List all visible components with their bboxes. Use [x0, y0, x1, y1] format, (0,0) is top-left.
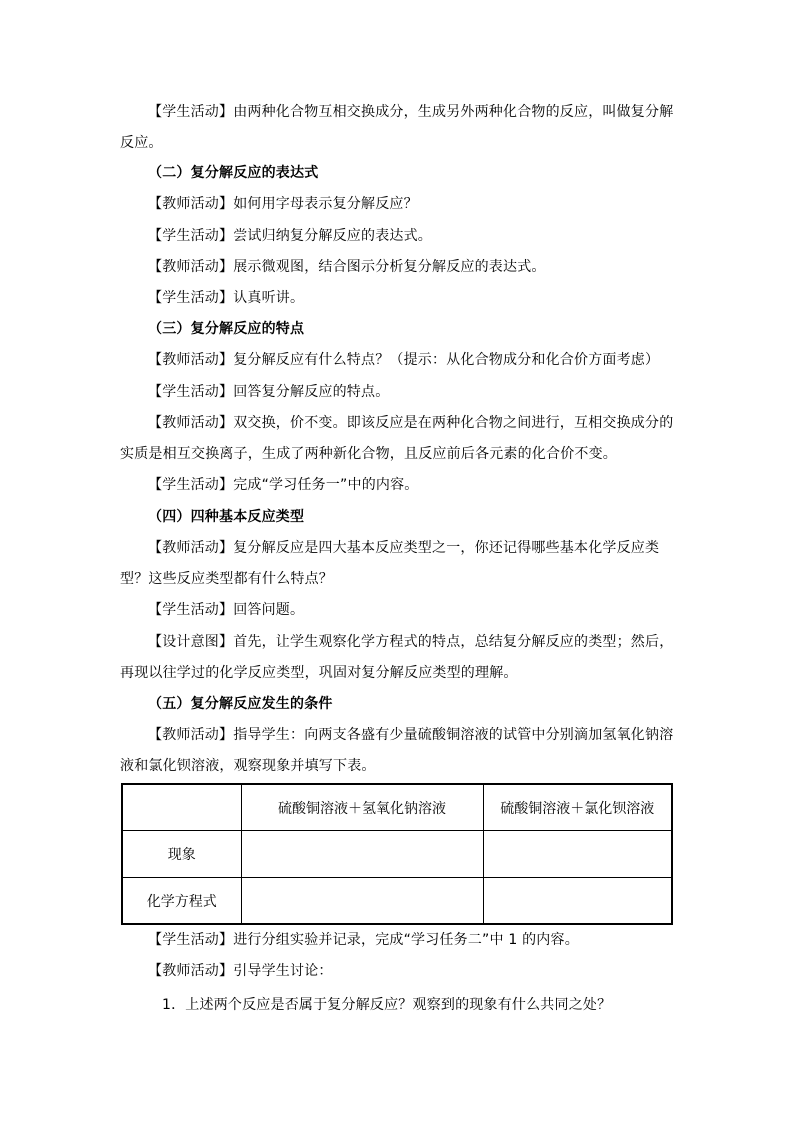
section-heading-expression: （二）复分解反应的表达式	[148, 165, 319, 181]
teacher-activity-experiment: 【教师活动】指导学生：向两支各盛有少量硫酸铜溶液的试管中分别滴加氢氧化钠溶液和氯化钡溶液，观察现象并填写下表。	[120, 727, 674, 774]
student-activity-definition: 【学生活动】由两种化合物互相交换成分，生成另外两种化合物的反应，叫做复分解反应。	[120, 104, 674, 151]
table-cell	[483, 831, 672, 878]
student-activity-group-experiment: 【学生活动】进行分组实验并记录，完成“学习任务二”中 1 的内容。	[148, 932, 579, 948]
table-row-label: 化学方程式	[122, 878, 241, 925]
teacher-activity-double-exchange: 【教师活动】双交换，价不变。即该反应是在两种化合物之间进行，互相交换成分的实质是相互交换离子，生成了两种新化合物，且反应前后各元素的化合价不变。	[120, 415, 674, 462]
table-row-label: 现象	[122, 831, 241, 878]
teacher-activity-discussion: 【教师活动】引导学生讨论：	[148, 963, 333, 979]
student-activity: 【学生活动】回答问题。	[148, 602, 305, 618]
observation-table	[121, 783, 673, 925]
teacher-activity: 【教师活动】展示微观图，结合图示分析复分解反应的表达式。	[148, 259, 546, 275]
section-heading-features: （三）复分解反应的特点	[148, 321, 305, 337]
table-row	[122, 831, 672, 878]
student-activity: 【学生活动】认真听讲。	[148, 290, 305, 306]
design-intent: 【设计意图】首先，让学生观察化学方程式的特点，总结复分解反应的类型；然后，再现以往学过的化学反应类型，巩固对复分解反应类型的理解。	[120, 634, 674, 681]
teacher-activity: 【教师活动】复分解反应有什么特点？（提示：从化合物成分和化合价方面考虑）	[148, 352, 660, 368]
table-row	[122, 878, 672, 925]
table-cell	[241, 831, 483, 878]
student-activity: 【学生活动】尝试归纳复分解反应的表达式。	[148, 228, 432, 244]
table-header-row	[122, 784, 672, 831]
table-cell	[241, 878, 483, 925]
table-header-cell	[122, 784, 241, 831]
section-heading-four-types: （四）四种基本反应类型	[148, 509, 305, 525]
discussion-question-1: 1．上述两个反应是否属于复分解反应？观察到的现象有什么共同之处？	[162, 997, 612, 1013]
table-cell	[483, 878, 672, 925]
student-activity: 【学生活动】完成“学习任务一”中的内容。	[148, 477, 419, 493]
student-activity: 【学生活动】回答复分解反应的特点。	[148, 384, 390, 400]
table-header-cell: 硫酸铜溶液＋氯化钡溶液	[483, 784, 672, 831]
teacher-activity-question: 【教师活动】复分解反应是四大基本反应类型之一，你还记得哪些基本化学反应类型？这些反应类型都有什么特点？	[120, 540, 660, 587]
teacher-activity: 【教师活动】如何用字母表示复分解反应？	[148, 196, 418, 212]
table-header-cell: 硫酸铜溶液＋氢氧化钠溶液	[241, 784, 483, 831]
section-heading-conditions: （五）复分解反应发生的条件	[148, 696, 333, 712]
